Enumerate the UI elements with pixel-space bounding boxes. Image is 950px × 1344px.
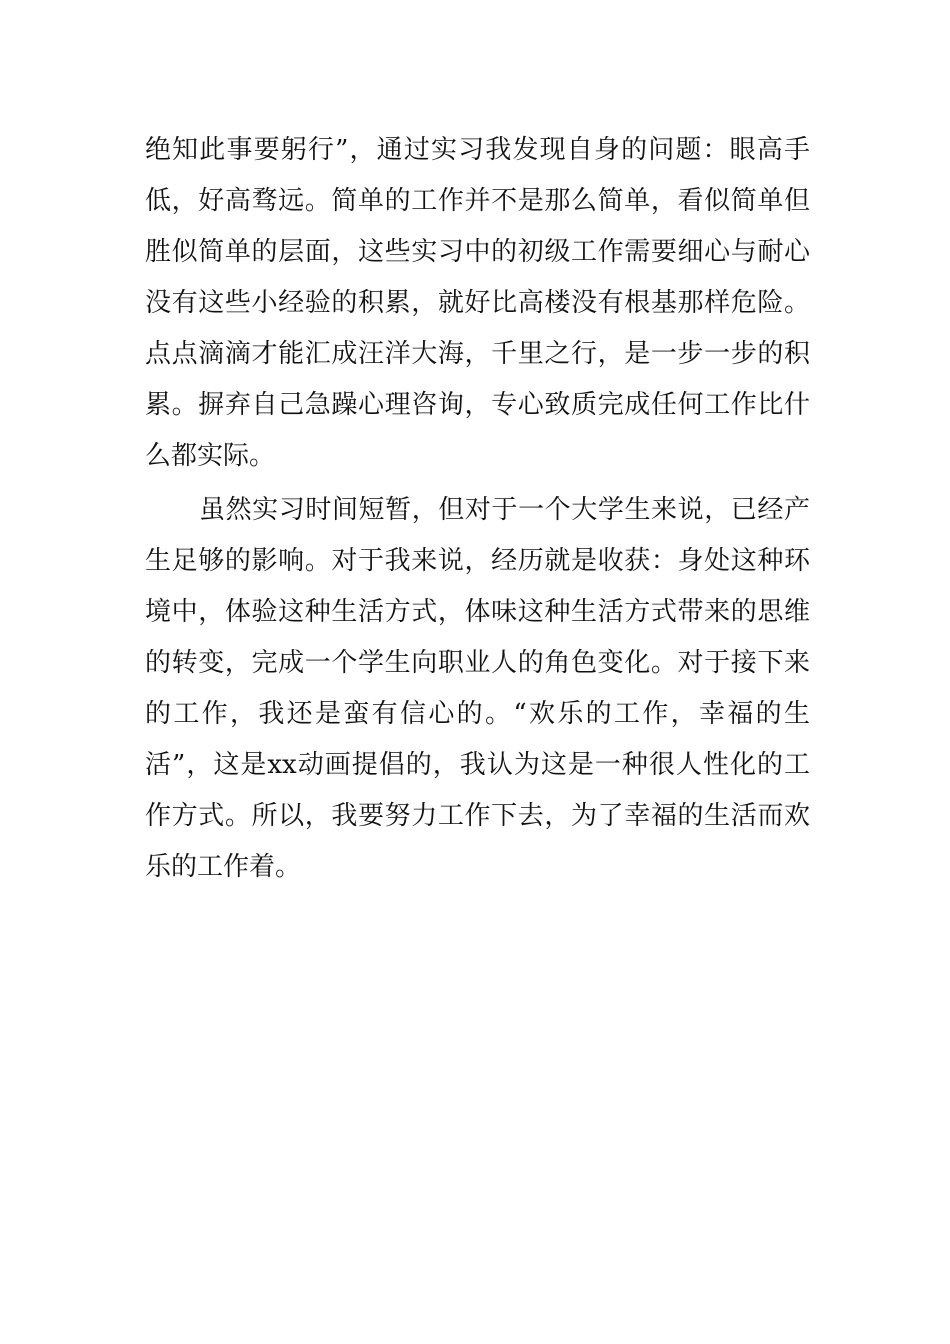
text-line: 胜似简单的层面，这些实习中的初级工作需要细心与耐心	[145, 237, 810, 267]
text-line: 绝知此事要躬行”，通过实习我发现自身的问题：眼高手	[145, 135, 810, 165]
text-line: 低，好高骛远。简单的工作并不是那么简单，看似简单但	[145, 186, 810, 216]
text-line: 没有这些小经验的积累，就好比高楼没有根基那样危险。	[145, 288, 810, 318]
text-line: 的工作，我还是蛮有信心的。“欢乐的工作，幸福的生	[145, 699, 810, 729]
paragraph-1	[145, 125, 810, 482]
text-line: 累。摒弃自己急躁心理咨询，专心致质完成任何工作比什	[145, 390, 810, 420]
text-line: 境中，体验这种生活方式，体味这种生活方式带来的思维	[145, 597, 810, 627]
text-line: 么都实际。	[145, 441, 276, 471]
text-line: 乐的工作着。	[145, 852, 302, 882]
document-body	[145, 125, 810, 893]
text-line: 虽然实习时间短暂，但对于一个大学生来说，已经产	[199, 495, 810, 525]
text-line: 作方式。所以，我要努力工作下去，为了幸福的生活而欢	[145, 801, 810, 831]
text-line: 生足够的影响。对于我来说，经历就是收获：身处这种环	[145, 546, 810, 576]
paragraph-2	[145, 485, 810, 893]
text-line: 的转变，完成一个学生向职业人的角色变化。对于接下来	[145, 648, 810, 678]
text-line: 活”，这是xx动画提倡的，我认为这是一种很人性化的工	[145, 750, 810, 780]
text-line: 点点滴滴才能汇成汪洋大海，千里之行，是一步一步的积	[145, 339, 810, 369]
